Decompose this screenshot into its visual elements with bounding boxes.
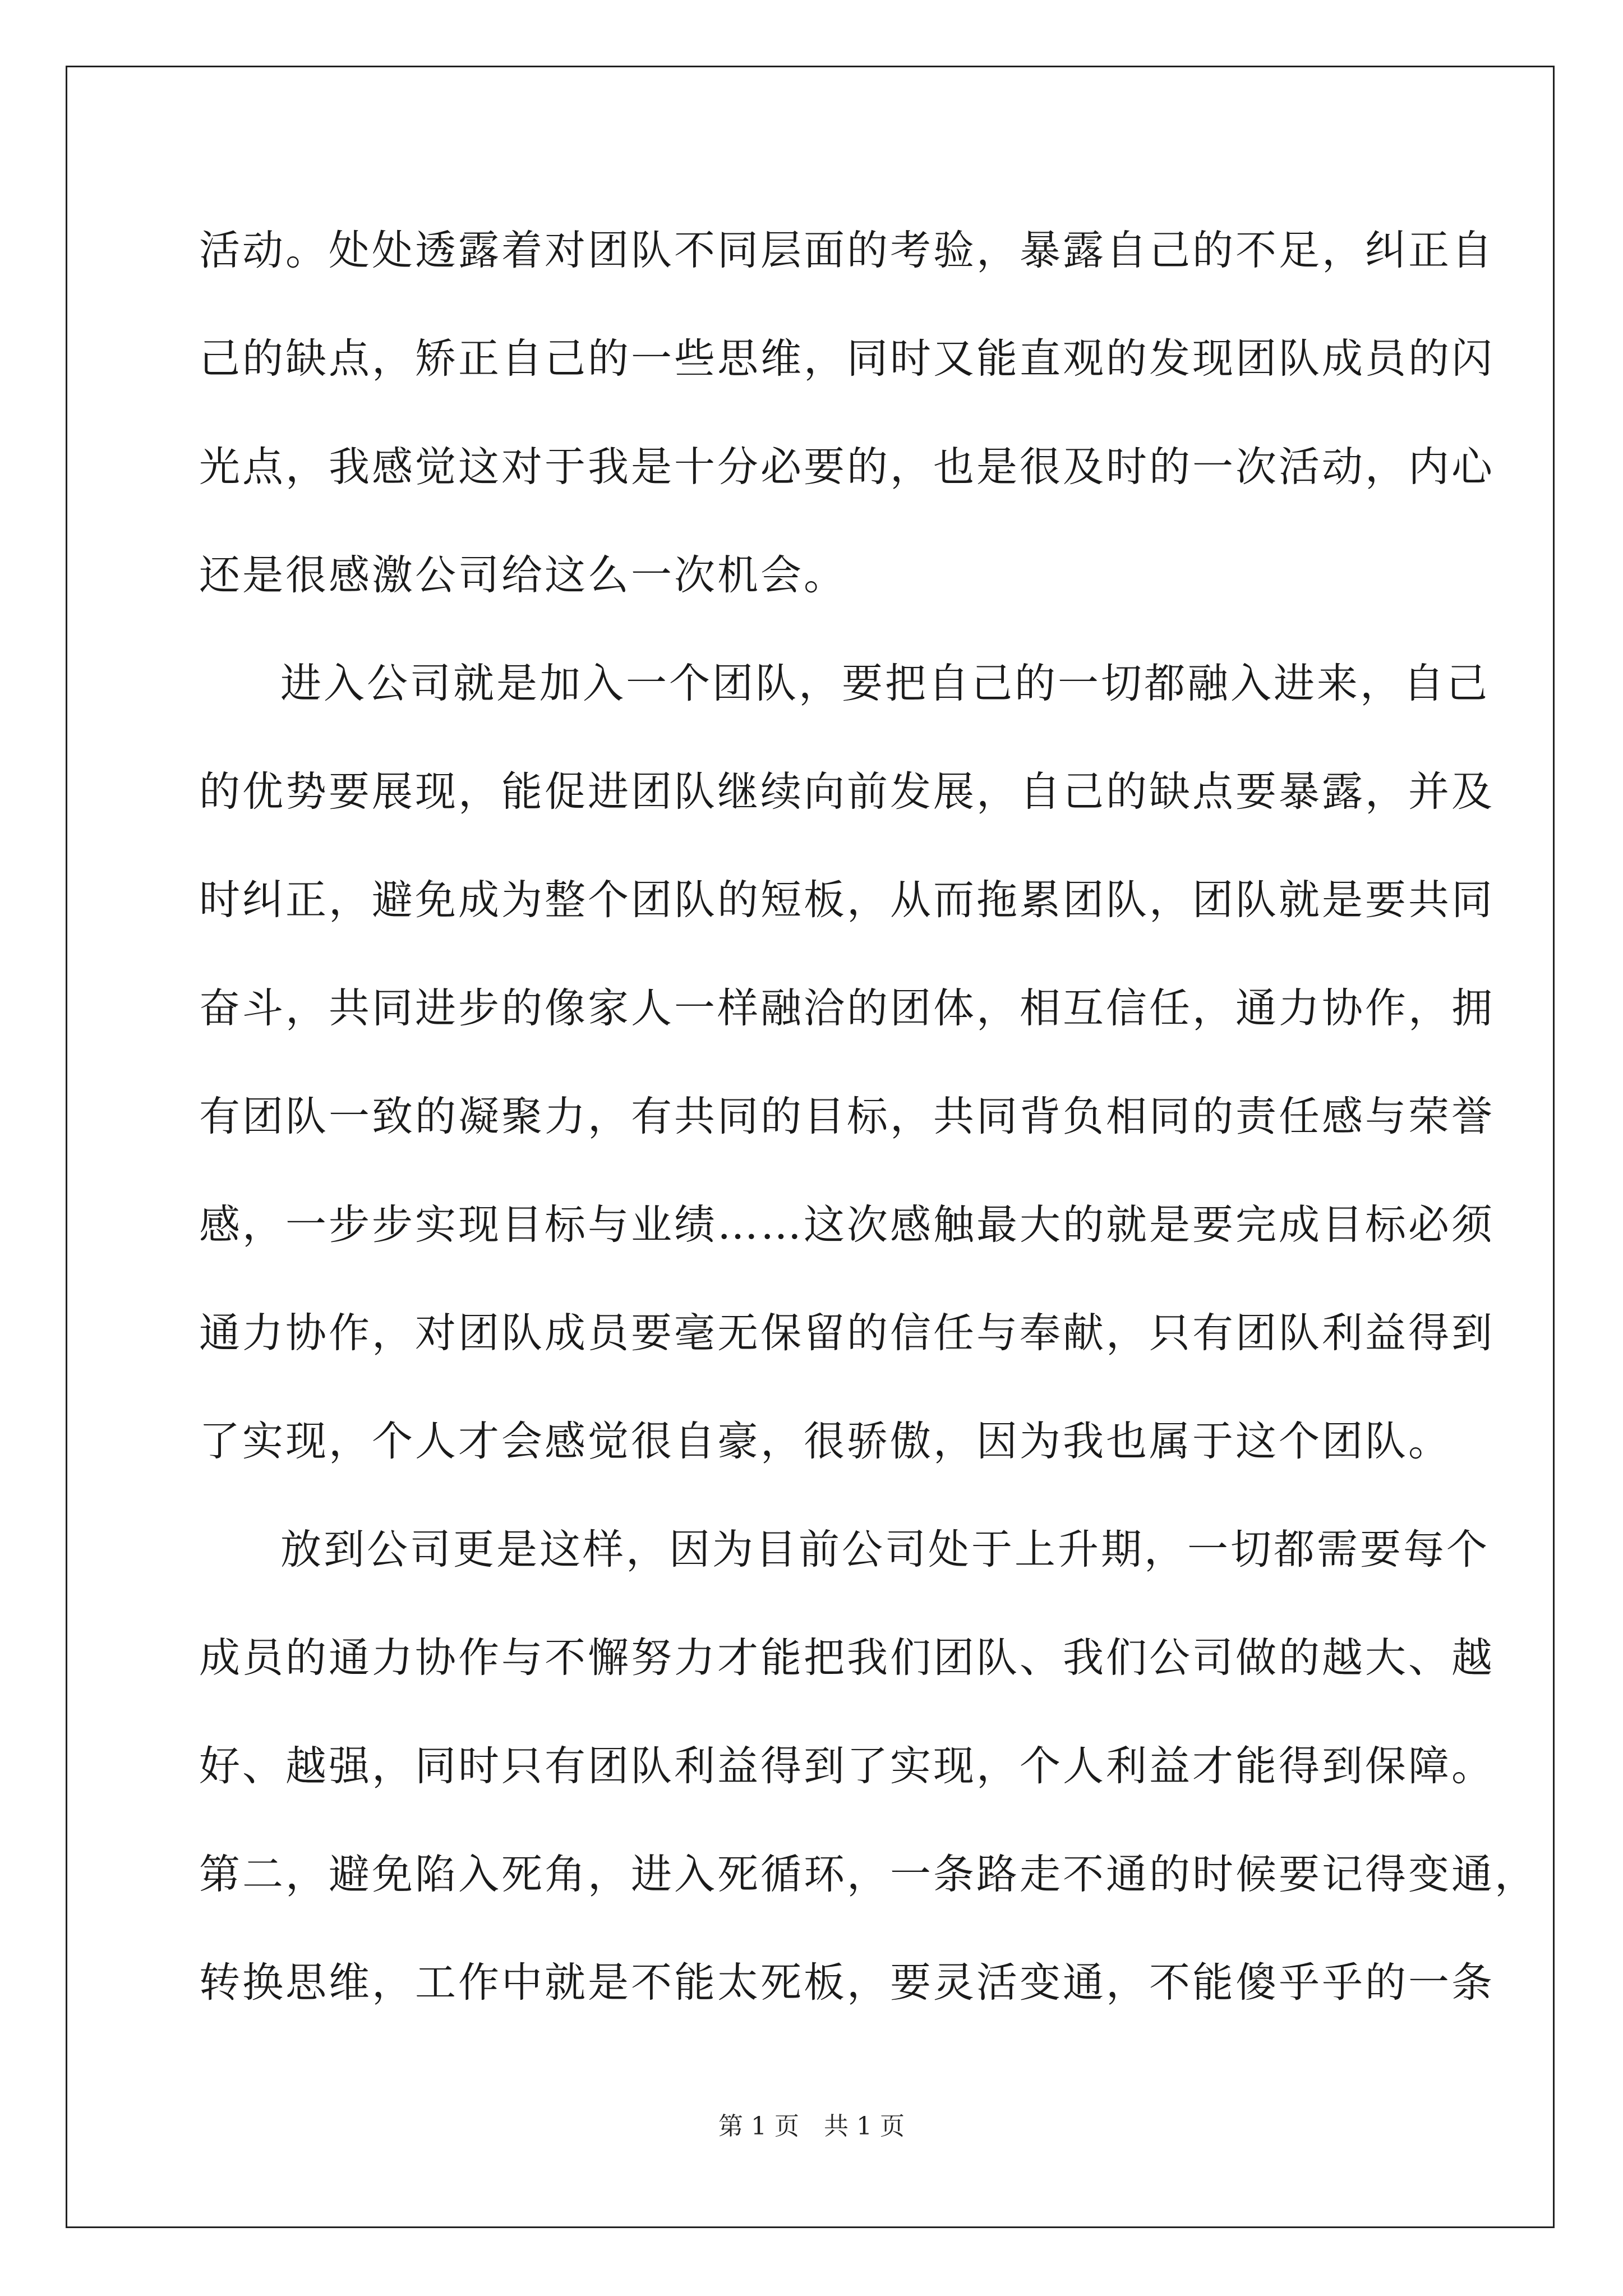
text-line: 还是很感激公司给这么一次机会。 [199, 551, 847, 599]
text-line: 成员的通力协作与不懈努力才能把我们团队、我们公司做的越大、越 [199, 1634, 1495, 1682]
text-line: 己的缺点，矫正自己的一些思维，同时又能直观的发现团队成员的闪 [199, 335, 1495, 383]
text-line: 感，一步步实现目标与业绩……这次感触最大的就是要完成目标必须 [199, 1201, 1495, 1249]
text-line: 有团队一致的凝聚力，有共同的目标，共同背负相同的责任感与荣誉 [199, 1093, 1495, 1140]
page-number-footer: 第 1 页 共 1 页 [718, 2112, 905, 2141]
text-line: 光点，我感觉这对于我是十分必要的，也是很及时的一次活动，内心 [199, 443, 1495, 491]
text-line: 进入公司就是加入一个团队，要把自己的一切都融入进来，自己 [280, 660, 1490, 707]
text-line: 的优势要展现，能促进团队继续向前发展，自己的缺点要暴露，并及 [199, 768, 1495, 816]
text-line: 时纠正，避免成为整个团队的短板，从而拖累团队，团队就是要共同 [199, 876, 1495, 924]
text-line: 放到公司更是这样，因为目前公司处于上升期，一切都需要每个 [280, 1526, 1490, 1573]
text-line: 通力协作，对团队成员要毫无保留的信任与奉献，只有团队利益得到 [199, 1309, 1495, 1357]
text-line: 了实现，个人才会感觉很自豪，很骄傲，因为我也属于这个团队。 [199, 1418, 1451, 1465]
text-line: 转换思维，工作中就是不能太死板，要灵活变通，不能傻乎乎的一条 [199, 1959, 1495, 2007]
text-line: 活动。处处透露着对团队不同层面的考验，暴露自己的不足，纠正自 [199, 227, 1495, 274]
text-line: 好、越强，同时只有团队利益得到了实现，个人利益才能得到保障。 [199, 1742, 1495, 1790]
text-line: 奋斗，共同进步的像家人一样融洽的团体，相互信任，通力协作，拥 [199, 984, 1495, 1032]
page-border [66, 66, 1555, 2228]
text-line: 第二，避免陷入死角，进入死循环，一条路走不通的时候要记得变通， [199, 1851, 1538, 1898]
